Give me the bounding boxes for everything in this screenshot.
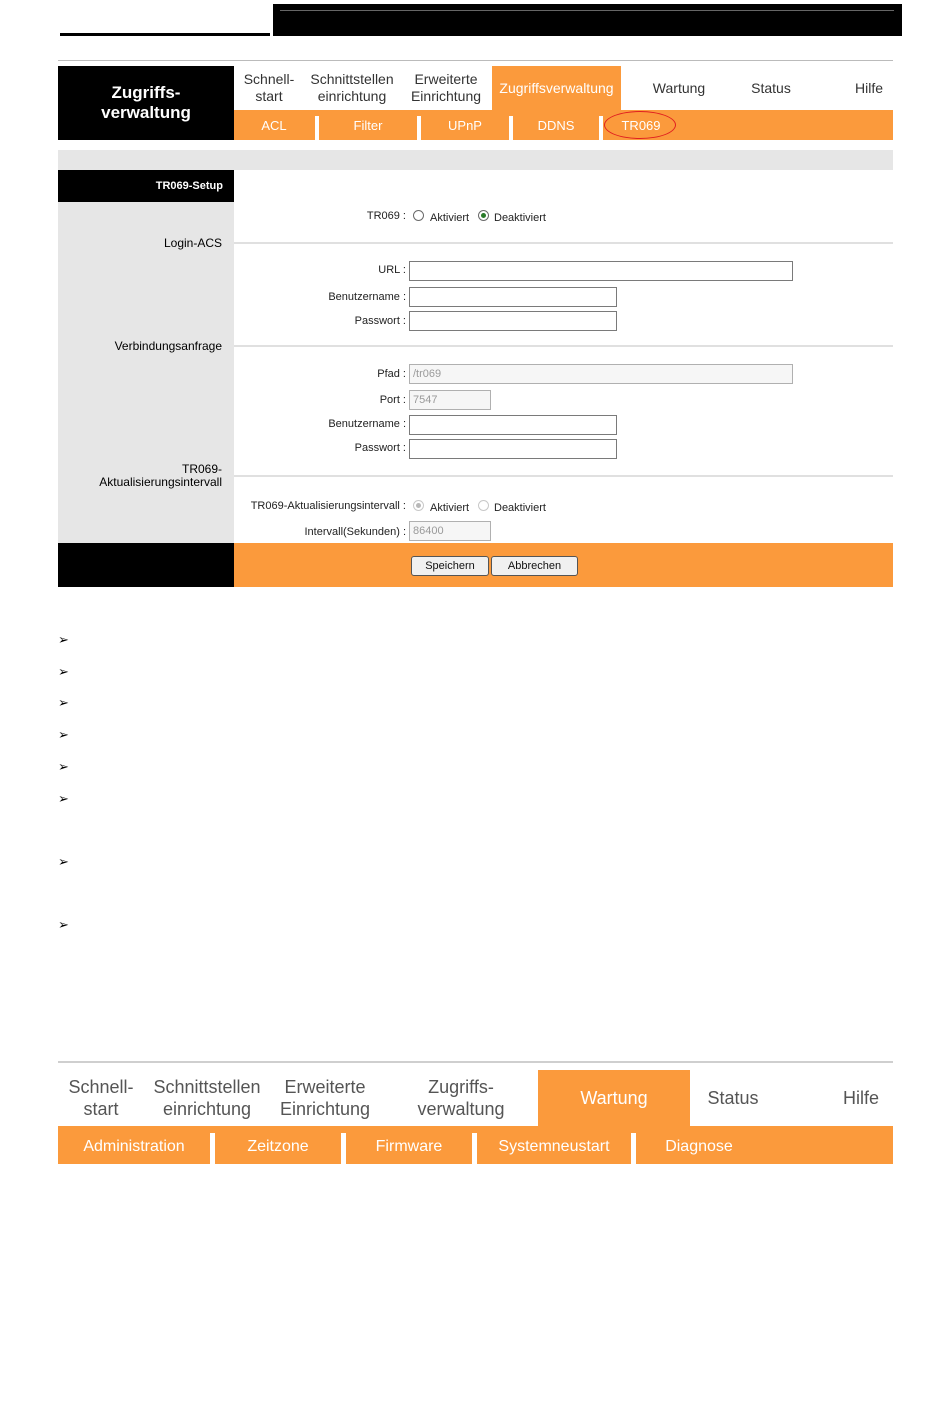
bullet-item bbox=[58, 632, 69, 648]
arrow-bullet-icon: ➢ bbox=[58, 917, 69, 932]
subnav-separator bbox=[315, 116, 319, 140]
subtab-upnp[interactable]: UPnP bbox=[448, 118, 482, 133]
tab-wartung[interactable] bbox=[636, 66, 722, 110]
subtab-ddns[interactable]: DDNS bbox=[537, 118, 575, 133]
acs-password-input[interactable] bbox=[409, 311, 617, 331]
arrow-bullet-icon: ➢ bbox=[58, 632, 69, 647]
tab-schnittstellen[interactable] bbox=[303, 66, 401, 110]
subtab2-firmware[interactable]: Firmware bbox=[375, 1138, 443, 1155]
interval-on-label: Aktiviert bbox=[430, 502, 470, 514]
header-bar bbox=[273, 4, 902, 36]
bullet-item bbox=[58, 695, 69, 711]
tab2-label: Erweiterte bbox=[284, 1077, 366, 1097]
section-header: TR069-Setup bbox=[58, 170, 234, 202]
tab-schnellstart[interactable] bbox=[236, 66, 302, 110]
bullet-item bbox=[58, 759, 69, 775]
acs-username-input[interactable] bbox=[409, 287, 617, 307]
footer-left bbox=[58, 543, 234, 587]
tr069-on-label: Aktiviert bbox=[430, 212, 470, 224]
acs-user-label: Benutzername : bbox=[328, 291, 406, 303]
conn-path-label: Pfad : bbox=[377, 368, 406, 380]
section-divider bbox=[234, 345, 893, 347]
tab-label: Hilfe bbox=[854, 79, 883, 96]
tab2-label: Zugriffs- bbox=[428, 1077, 494, 1097]
arrow-bullet-icon: ➢ bbox=[58, 759, 69, 774]
tab-label: einrichtung bbox=[317, 88, 387, 104]
acs-pass-label: Passwort : bbox=[354, 315, 406, 327]
tab2-label: Einrichtung bbox=[279, 1099, 371, 1119]
tab2-label: einrichtung bbox=[162, 1099, 252, 1119]
tab2-label: Hilfe bbox=[842, 1088, 879, 1108]
tab2-status[interactable] bbox=[690, 1070, 776, 1126]
tab-label: Schnittstellen bbox=[310, 71, 394, 87]
tab2-label: Status bbox=[707, 1088, 759, 1108]
conn-path-input[interactable]: /tr069 bbox=[409, 364, 793, 384]
conn-port-label: Port : bbox=[379, 394, 406, 406]
subnav-separator bbox=[509, 116, 513, 140]
interval-label: TR069-Aktualisierungsintervall : bbox=[250, 500, 406, 512]
tr069-on-radio[interactable] bbox=[413, 210, 424, 221]
side-label-verbindungsanfrage: Verbindungsanfrage bbox=[114, 339, 222, 353]
subtab2-zeitzone[interactable]: Zeitzone bbox=[247, 1138, 309, 1155]
subtab-acl[interactable]: ACL bbox=[261, 118, 287, 133]
side-label-interval-l2: Aktualisierungsintervall bbox=[99, 475, 222, 489]
logo-line-1: Zugriffs- bbox=[111, 83, 181, 102]
tab-zugriffsverwaltung[interactable] bbox=[492, 66, 621, 110]
content-top-band bbox=[58, 150, 893, 170]
tab2-schnittstellen[interactable] bbox=[144, 1070, 270, 1126]
subnav-separator bbox=[417, 116, 421, 140]
subtab2-diagnose[interactable]: Diagnose bbox=[665, 1138, 733, 1155]
arrow-bullet-icon: ➢ bbox=[58, 727, 69, 742]
subnav-separator bbox=[599, 116, 603, 140]
arrow-bullet-icon: ➢ bbox=[58, 854, 69, 869]
top-divider bbox=[58, 60, 893, 61]
bullet-item bbox=[58, 854, 69, 870]
tab-label: Einrichtung bbox=[410, 88, 482, 104]
conn-port-input[interactable]: 7547 bbox=[409, 390, 491, 410]
tab-hilfe[interactable] bbox=[840, 66, 898, 110]
subtab2-systemneustart[interactable]: Systemneustart bbox=[498, 1138, 610, 1155]
conn-password-input[interactable] bbox=[409, 439, 617, 459]
tab2-schnellstart[interactable] bbox=[58, 1070, 144, 1126]
tab-label: Erweiterte bbox=[414, 71, 478, 87]
bullet-item bbox=[58, 917, 69, 933]
tab-label: start bbox=[255, 88, 283, 104]
arrow-bullet-icon: ➢ bbox=[58, 664, 69, 679]
bullet-item bbox=[58, 727, 69, 743]
tr069-off-label: Deaktiviert bbox=[494, 212, 546, 224]
tab-status[interactable] bbox=[730, 66, 812, 110]
side-label-interval-l1: TR069- bbox=[181, 462, 222, 476]
tab2-wartung[interactable] bbox=[538, 1070, 690, 1126]
tab-label: Schnell- bbox=[243, 71, 295, 87]
tab-erweiterte-einrichtung[interactable] bbox=[402, 66, 490, 110]
tab2-label: Wartung bbox=[580, 1088, 648, 1108]
conn-username-input[interactable] bbox=[409, 415, 617, 435]
side-label-interval bbox=[58, 463, 222, 489]
tab-label: Status bbox=[751, 79, 791, 96]
side-label-login-acs: Login-ACS bbox=[163, 236, 222, 250]
bullet-item bbox=[58, 791, 69, 807]
interval-off-label: Deaktiviert bbox=[494, 502, 546, 514]
header-bar-inner-line bbox=[280, 10, 894, 11]
tr069-highlight-circle bbox=[604, 111, 676, 139]
section-divider bbox=[234, 242, 893, 244]
arrow-bullet-icon: ➢ bbox=[58, 695, 69, 710]
acs-url-input[interactable] bbox=[409, 261, 793, 281]
section-divider bbox=[234, 475, 893, 477]
tab2-zugriffsverwaltung[interactable] bbox=[396, 1070, 526, 1126]
subtab-filter[interactable]: Filter bbox=[353, 118, 383, 133]
nav2-top-divider bbox=[58, 1061, 893, 1063]
interval-seconds-input[interactable]: 86400 bbox=[409, 521, 491, 541]
interval-on-radio[interactable] bbox=[413, 500, 424, 511]
arrow-bullet-icon: ➢ bbox=[58, 791, 69, 806]
bullet-item bbox=[58, 664, 69, 680]
interval-off-radio[interactable] bbox=[478, 500, 489, 511]
conn-user-label: Benutzername : bbox=[328, 418, 406, 430]
tab2-label: Schnell- bbox=[68, 1077, 134, 1097]
tab2-erweiterte-einrichtung[interactable] bbox=[270, 1070, 380, 1126]
tab2-label: verwaltung bbox=[417, 1099, 505, 1119]
tab-label: Wartung bbox=[652, 79, 706, 96]
tab2-label: start bbox=[83, 1099, 119, 1119]
conn-pass-label: Passwort : bbox=[354, 442, 406, 454]
save-button[interactable]: Speichern bbox=[411, 556, 489, 576]
tab2-hilfe[interactable] bbox=[830, 1070, 892, 1126]
acs-url-label: URL : bbox=[378, 264, 406, 276]
tr069-label: TR069 : bbox=[366, 210, 406, 222]
interval-seconds-label: Intervall(Sekunden) : bbox=[304, 526, 406, 538]
tab2-label: Schnittstellen bbox=[153, 1077, 261, 1097]
tab-label: Zugriffsverwaltung bbox=[499, 79, 614, 96]
section-logo bbox=[58, 66, 234, 140]
side-panel bbox=[58, 202, 234, 543]
header-rule-left bbox=[60, 33, 270, 36]
tr069-off-radio[interactable] bbox=[478, 210, 489, 221]
logo-line-2: verwaltung bbox=[101, 103, 191, 122]
subtab-tr069[interactable]: TR069 bbox=[621, 118, 661, 133]
cancel-button[interactable]: Abbrechen bbox=[491, 556, 578, 576]
subtab2-administration[interactable]: Administration bbox=[83, 1138, 185, 1155]
